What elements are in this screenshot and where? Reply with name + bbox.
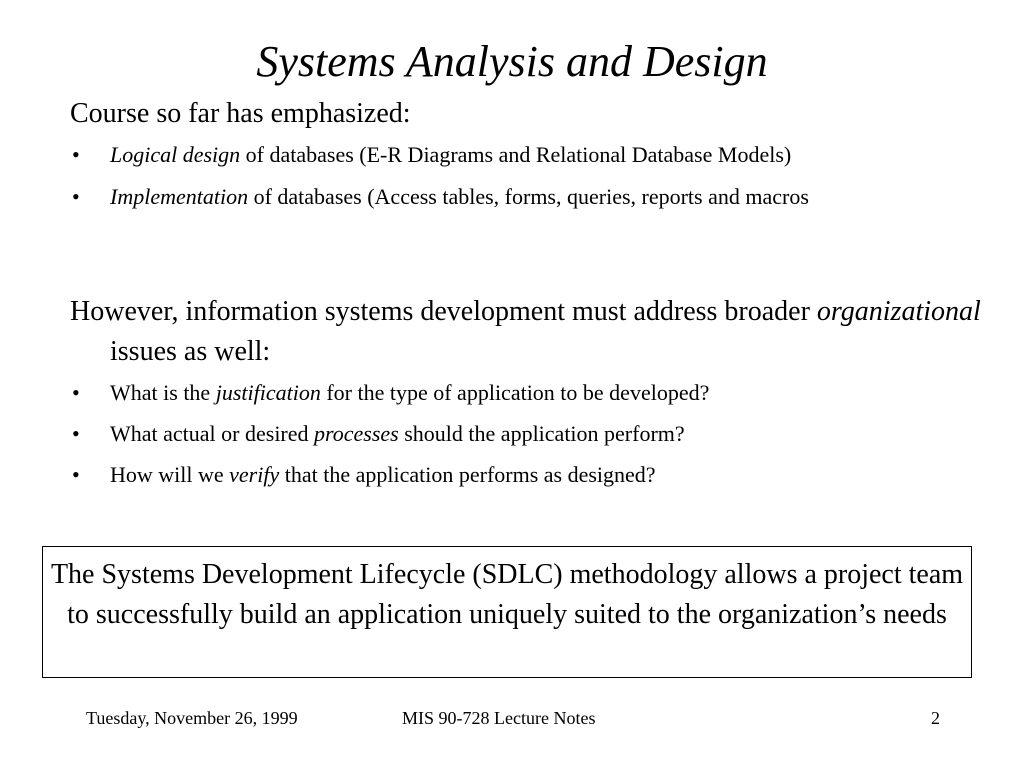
however-heading <box>70 292 990 372</box>
page-title: Systems Analysis and Design <box>256 37 768 86</box>
bullet-justification <box>70 376 990 409</box>
bullet-text: of databases (E-R Diagrams and Relational Database Models) <box>240 142 792 167</box>
section-however <box>70 292 990 491</box>
bullet-text-post: should the application perform? <box>398 421 685 446</box>
bullet-marker: • <box>72 184 80 209</box>
footer-date: Tuesday, November 26, 1999 <box>86 708 298 728</box>
bullet-emphasis: justification <box>215 380 321 405</box>
bullet-emphasis: verify <box>229 462 280 487</box>
bullet-processes <box>70 417 990 450</box>
footer-course: MIS 90-728 Lecture Notes <box>402 708 596 728</box>
section-course-so-far <box>70 94 990 213</box>
bullet-emphasis: Implementation <box>110 184 249 209</box>
footer-page-number: 2 <box>931 708 940 728</box>
bullet-text-pre: What actual or desired <box>110 421 315 446</box>
bullet-text-post: for the type of application to be developed? <box>320 380 710 405</box>
bullet-emphasis: Logical design <box>110 142 241 167</box>
however-emphasis: organizational <box>816 296 981 327</box>
bullet-text-pre: How will we <box>110 462 230 487</box>
however-text-post: issues as well: <box>110 336 271 367</box>
bullet-marker: • <box>72 421 80 446</box>
bullet-implementation <box>70 180 990 213</box>
bullet-text-pre: What is the <box>110 380 216 405</box>
intro-heading: Course so far has emphasized: <box>70 98 411 129</box>
sdlc-callout-box <box>42 546 972 678</box>
bullet-text: of databases (Access tables, forms, queries, reports and macros <box>248 184 809 209</box>
bullet-verify <box>70 458 990 491</box>
bullet-text-post: that the application performs as designed? <box>279 462 656 487</box>
sdlc-callout-text: The Systems Development Lifecycle (SDLC) methodology allows a project team to successfully build an application uniquely suited to the organization’s needs <box>50 559 964 630</box>
bullet-marker: • <box>72 380 80 405</box>
bullet-emphasis: processes <box>314 421 399 446</box>
bullet-marker: • <box>72 462 80 487</box>
however-text-pre: However, information systems development must address broader <box>70 296 817 327</box>
bullet-marker: • <box>72 142 80 167</box>
bullet-logical-design <box>70 138 990 171</box>
